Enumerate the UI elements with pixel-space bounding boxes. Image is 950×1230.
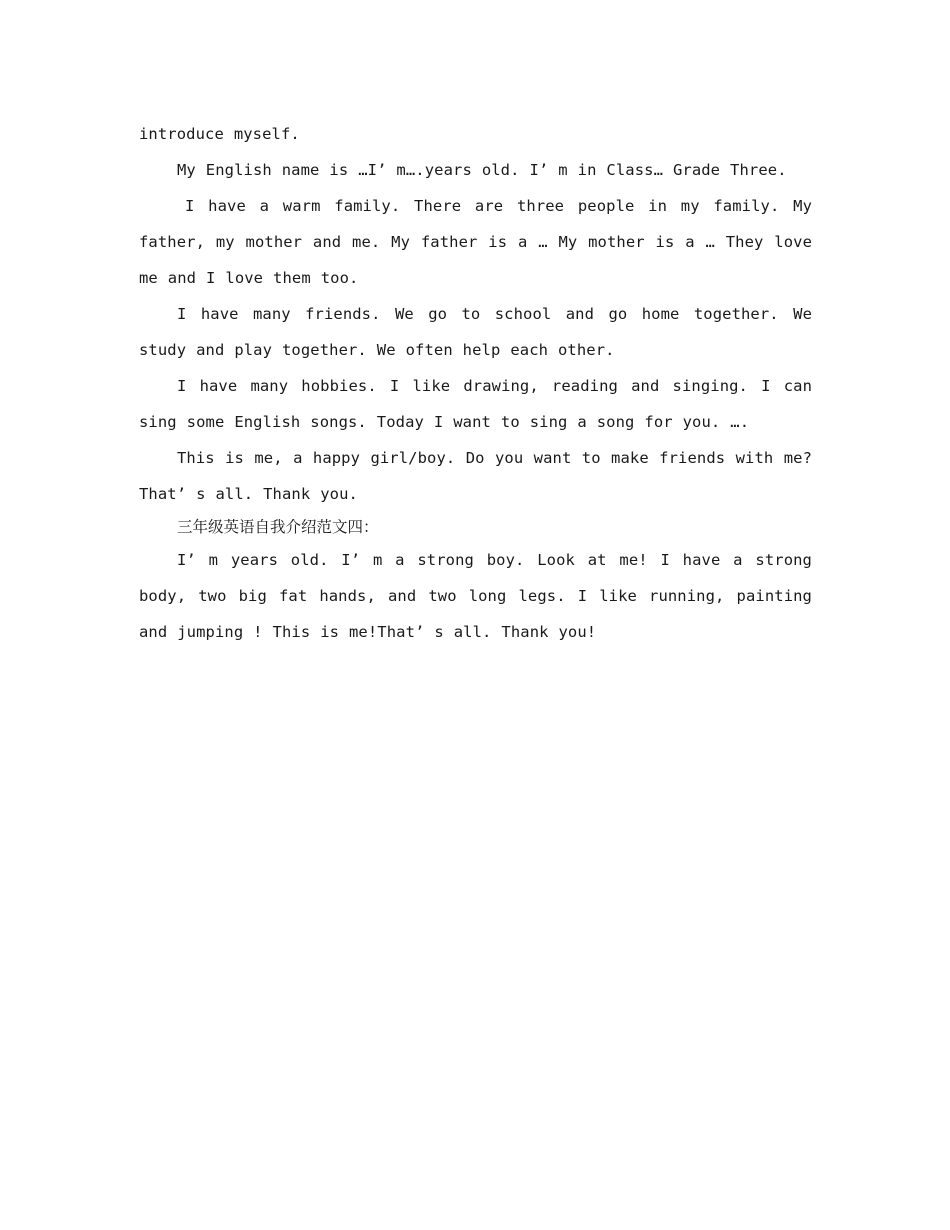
paragraph-hobbies: I have many hobbies. I like drawing, reading and singing. I can sing some English songs. Today I want to sing a song for you. ….: [139, 377, 812, 431]
paragraph-closing: This is me, a happy girl/boy. Do you want to make friends with me? That’ s all. Thank you.: [139, 449, 812, 503]
section-heading: 三年级英语自我介绍范文四：: [177, 518, 379, 536]
document-body: [139, 116, 812, 650]
paragraph-strong-boy: I’ m years old. I’ m a strong boy. Look at me! I have a strong body, two big fat hands, and two long legs. I like running, painting and jumping ! This is me!That’ s all. Thank you!: [139, 551, 812, 641]
paragraph-intro-tail: introduce myself.: [139, 125, 300, 143]
paragraph-name-age: My English name is …I’ m….years old. I’ m in Class… Grade Three.: [177, 161, 787, 179]
paragraph-friends: I have many friends. We go to school and go home together. We study and play together. We often help each other.: [139, 305, 812, 359]
paragraph-family: I have a warm family. There are three people in my family. My father, my mother and me. My father is a … My mother is a … They love me and I love them too.: [139, 197, 812, 287]
